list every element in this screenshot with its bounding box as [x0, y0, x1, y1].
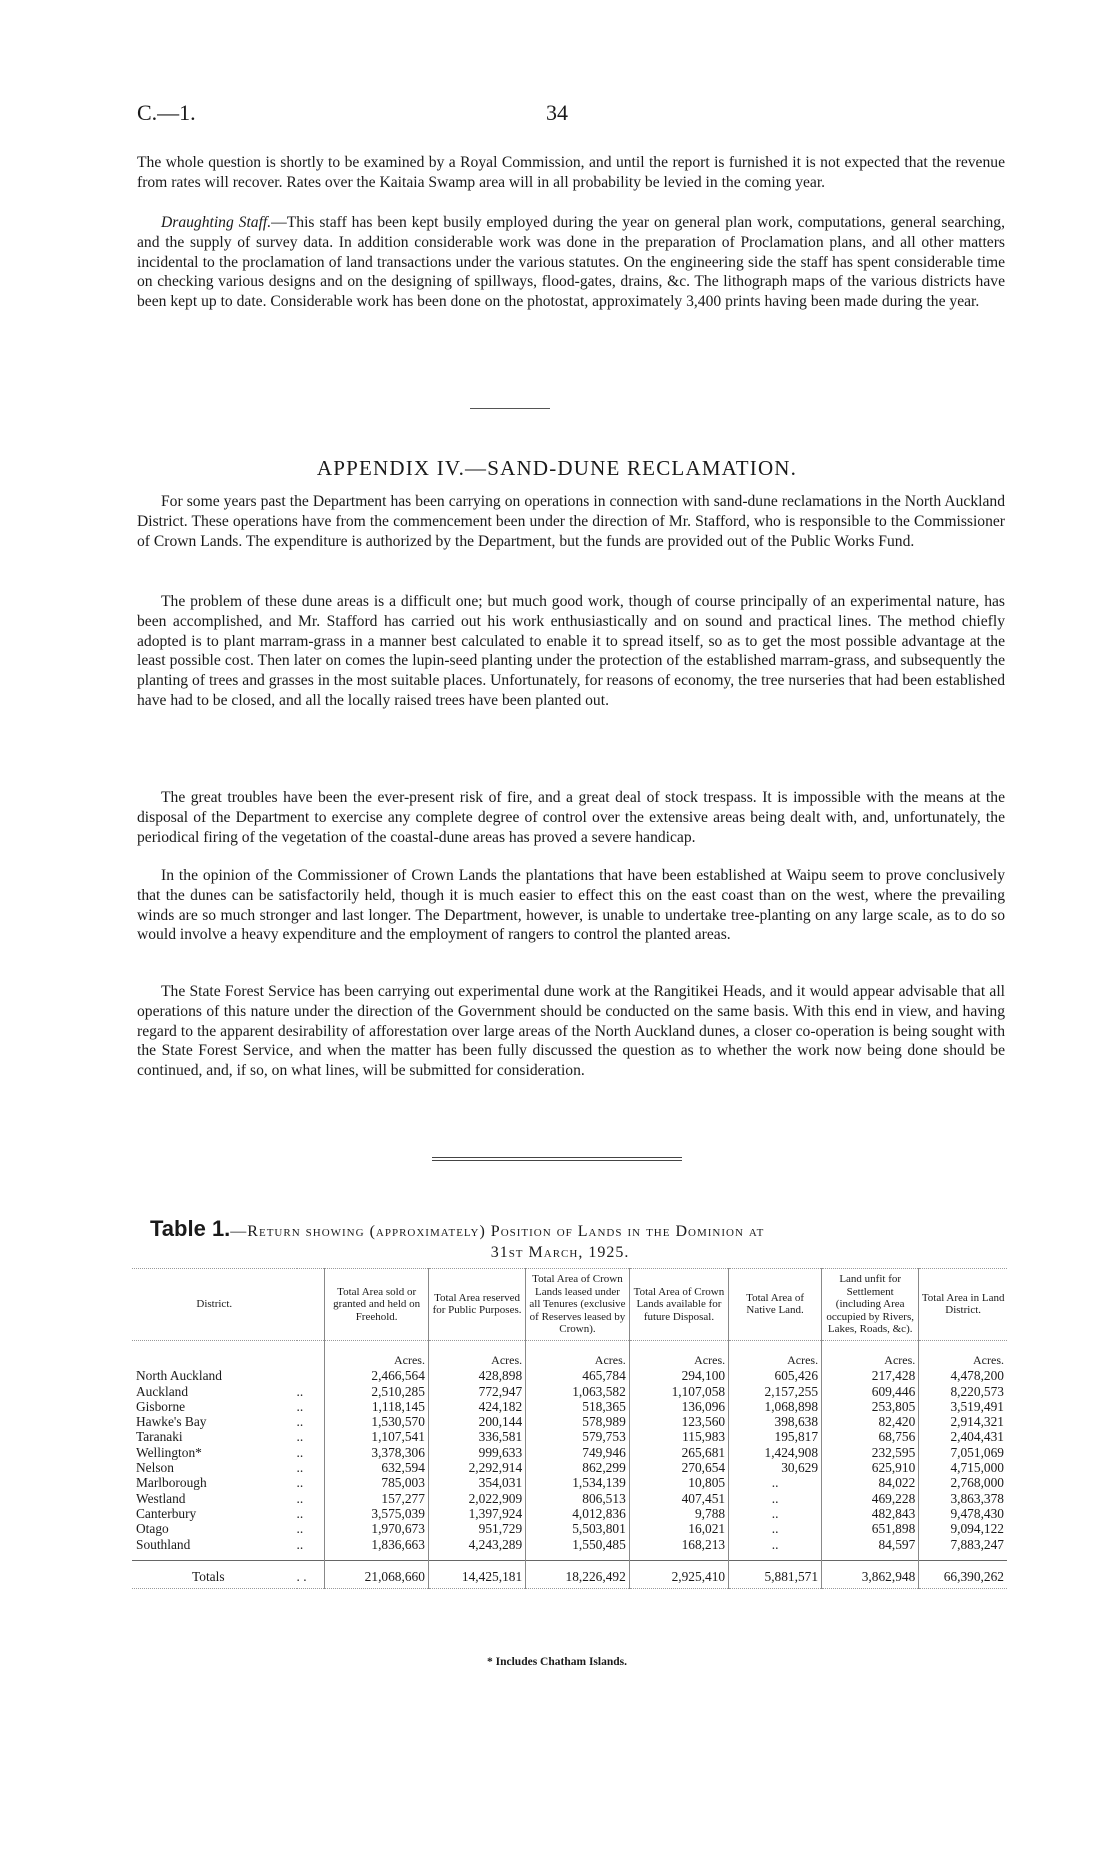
- value-cell: 2,768,000: [919, 1475, 1007, 1490]
- table-row: [132, 1460, 1007, 1475]
- value-cell: 5,503,801: [526, 1521, 630, 1536]
- draughting-heading: Draughting Staff.: [161, 214, 272, 231]
- value-cell: ..: [729, 1521, 822, 1536]
- value-cell: ..: [729, 1475, 822, 1490]
- leader-dots: ..: [296, 1536, 304, 1552]
- spacer-cell: [428, 1552, 525, 1561]
- totals-row: [132, 1560, 1007, 1588]
- leader-dots: ..: [296, 1505, 304, 1521]
- value-cell: 270,654: [629, 1460, 728, 1475]
- value-cell: 632,594: [325, 1460, 429, 1475]
- value-cell: 2,157,255: [729, 1384, 822, 1399]
- header-freehold: Total Area sold or granted and held on Freehold.: [325, 1269, 429, 1341]
- total-value-cell: 66,390,262: [919, 1560, 1007, 1588]
- header-leader: [297, 1269, 325, 1341]
- value-cell: ..: [729, 1537, 822, 1552]
- value-cell: 772,947: [428, 1384, 525, 1399]
- value-cell: 1,063,582: [526, 1384, 630, 1399]
- value-cell: 951,729: [428, 1521, 525, 1536]
- value-cell: 9,094,122: [919, 1521, 1007, 1536]
- value-cell: 68,756: [822, 1429, 919, 1444]
- value-cell: 806,513: [526, 1491, 630, 1506]
- leader-dots: ..: [296, 1383, 304, 1399]
- value-cell: 336,581: [428, 1429, 525, 1444]
- appendix-title: APPENDIX IV.—SAND-DUNE RECLAMATION.: [316, 456, 798, 480]
- value-cell: 1,107,058: [629, 1384, 728, 1399]
- value-cell: ..: [729, 1506, 822, 1521]
- value-cell: 605,426: [729, 1368, 822, 1383]
- district-cell: Southland: [136, 1536, 191, 1552]
- value-cell: 999,633: [428, 1445, 525, 1460]
- appendix-paragraph-4: In the opinion of the Commissioner of Crown Lands the plantations that have been established at Waipu seem to prove conclusively that the dunes can be satisfactorily held, though it is much easier to effect this on the east coast than on the west, where the prevailing winds are so much stronger and last longer. The Department, however, is unable to undertake tree-planting on any large scale, as to do so would involve a heavy expenditure and the employment of rangers to control the planted areas.: [137, 867, 1005, 944]
- value-cell: 1,530,570: [325, 1414, 429, 1429]
- leader-dots: ..: [296, 1521, 304, 1537]
- value-cell: 30,629: [729, 1460, 822, 1475]
- value-cell: 465,784: [526, 1368, 630, 1383]
- value-cell: 195,817: [729, 1429, 822, 1444]
- value-cell: 2,022,909: [428, 1491, 525, 1506]
- value-cell: 8,220,573: [919, 1384, 1007, 1399]
- table-title-line1: —Return showing (approximately) Position of Lands in the Dominion at: [230, 1223, 765, 1240]
- table-row: [132, 1368, 1007, 1383]
- value-cell: 265,681: [629, 1445, 728, 1460]
- section-divider: [470, 408, 550, 409]
- total-value-cell: 5,881,571: [729, 1560, 822, 1588]
- value-cell: 2,292,914: [428, 1460, 525, 1475]
- spacer-cell: [919, 1552, 1007, 1561]
- value-cell: 469,228: [822, 1491, 919, 1506]
- spacer-cell: [822, 1552, 919, 1561]
- table-row: [132, 1521, 1007, 1536]
- table-row: [132, 1384, 1007, 1399]
- value-cell: 294,100: [629, 1368, 728, 1383]
- table-row: [132, 1475, 1007, 1490]
- unit-cell: Acres.: [629, 1340, 728, 1368]
- value-cell: 1,534,139: [526, 1475, 630, 1490]
- leader-dots: . .: [297, 1560, 325, 1588]
- header-crown-available: Total Area of Crown Lands available for future Disposal.: [629, 1269, 728, 1341]
- table-header-row: [132, 1269, 1007, 1341]
- leader-dots: ..: [296, 1475, 304, 1491]
- value-cell: 4,715,000: [919, 1460, 1007, 1475]
- header-district: District.: [132, 1269, 297, 1341]
- table-title: [150, 1218, 1010, 1263]
- leader-dots: [297, 1368, 325, 1383]
- value-cell: 9,478,430: [919, 1506, 1007, 1521]
- value-cell: 2,466,564: [325, 1368, 429, 1383]
- value-cell: 3,519,491: [919, 1399, 1007, 1414]
- unit-cell: Acres.: [325, 1340, 429, 1368]
- value-cell: 424,182: [428, 1399, 525, 1414]
- double-rule-divider: [432, 1157, 682, 1161]
- unit-cell: Acres.: [919, 1340, 1007, 1368]
- leader-dots: ..: [296, 1490, 304, 1506]
- table-row: [132, 1399, 1007, 1414]
- district-cell: Gisborne: [136, 1398, 186, 1414]
- unit-cell: Acres.: [822, 1340, 919, 1368]
- appendix-paragraph-3: The great troubles have been the ever-present risk of fire, and a great deal of stock trespass. It is impossible with the means at the disposal of the Department to exercise any complete degree of control over the extensive areas being dealt with, and, unfortunately, the periodical firing of the vegetation of the coastal-dune areas has proved a severe handicap.: [137, 789, 1005, 846]
- district-cell: Hawke's Bay: [136, 1414, 207, 1430]
- paragraph-rates: The whole question is shortly to be examined by a Royal Commission, and until the report is furnished it is not expected that the revenue from rates will recover. Rates over the Kaitaia Swamp area will in all probability be levied in the coming year.: [137, 154, 1005, 191]
- district-cell: Otago: [136, 1521, 169, 1537]
- value-cell: 4,243,289: [428, 1537, 525, 1552]
- district-cell: Canterbury: [136, 1505, 197, 1521]
- district-cell: Wellington*: [136, 1444, 202, 1460]
- table-row: [132, 1491, 1007, 1506]
- value-cell: ..: [729, 1491, 822, 1506]
- value-cell: 518,365: [526, 1399, 630, 1414]
- value-cell: 785,003: [325, 1475, 429, 1490]
- spacer-cell: [297, 1552, 325, 1561]
- value-cell: 1,970,673: [325, 1521, 429, 1536]
- value-cell: 123,560: [629, 1414, 728, 1429]
- value-cell: 2,404,431: [919, 1429, 1007, 1444]
- appendix-paragraph-2: The problem of these dune areas is a difficult one; but much good work, though of course principally of an experimental nature, has been accomplished, and Mr. Stafford has carried out his work enthusiastically and on sound and practical lines. The method chiefly adopted is to plant marram-grass in a manner best calculated to enable it to spread itself, so as to get the most possible advantage at the least possible cost. Then later on comes the lupin-seed planting under the protection of the established marram-grass, and subsequently the planting of trees and grasses in the most suitable places. Unfortunately, for reasons of economy, the tree nurseries that had been established have had to be closed, and all the locally raised trees have been planted out.: [137, 593, 1005, 709]
- table-title-line2: 31st March, 1925.: [490, 1244, 630, 1261]
- district-cell: Westland: [136, 1490, 186, 1506]
- table-row: [132, 1506, 1007, 1521]
- value-cell: 398,638: [729, 1414, 822, 1429]
- leader-dots: ..: [296, 1444, 304, 1460]
- value-cell: 10,805: [629, 1475, 728, 1490]
- land-return-table: [132, 1268, 1007, 1589]
- table-body: [132, 1340, 1007, 1588]
- appendix-paragraph-1: For some years past the Department has been carrying on operations in connection with sand-dune reclamations in the North Auckland District. These operations have from the commencement been under the direction of Mr. Stafford, who is responsible to the Commissioner of Crown Lands. The expenditure is authorized by the Department, but the funds are provided out of the Public Works Fund.: [137, 493, 1005, 550]
- value-cell: 428,898: [428, 1368, 525, 1383]
- district-cell: North Auckland: [136, 1368, 222, 1384]
- table-row: [132, 1445, 1007, 1460]
- total-value-cell: 18,226,492: [526, 1560, 630, 1588]
- units-row: [132, 1340, 1007, 1368]
- value-cell: 217,428: [822, 1368, 919, 1383]
- value-cell: 862,299: [526, 1460, 630, 1475]
- header-public-purposes: Total Area reserved for Public Purposes.: [428, 1269, 525, 1341]
- leader-dots: ..: [296, 1429, 304, 1445]
- paragraph-draughting-staff: Draughting Staff.—This staff has been kept busily employed during the year on general plan work, computations, general searching, and the supply of survey data. In addition considerable work was done in the preparation of Proclamation plans, and all other matters incidental to the proclamation of land transactions under the various statutes. On the engineering side the staff has spent considerable time on checking various designs and on the designing of spillways, flood-gates, drains, &c. The lithograph maps of the various districts have been kept up to date. Considerable work has been done on the photostat, approximately 3,400 prints having been made during the year.: [137, 214, 1005, 311]
- value-cell: 16,021: [629, 1521, 728, 1536]
- total-value-cell: 21,068,660: [325, 1560, 429, 1588]
- totals-label: Totals: [132, 1560, 297, 1588]
- table-row: [132, 1414, 1007, 1429]
- value-cell: 168,213: [629, 1537, 728, 1552]
- header-unfit-land: Land unfit for Settlement (including Area occupied by Rivers, Lakes, Roads, &c).: [822, 1269, 919, 1341]
- value-cell: 200,144: [428, 1414, 525, 1429]
- value-cell: 1,836,663: [325, 1537, 429, 1552]
- unit-cell: Acres.: [526, 1340, 630, 1368]
- value-cell: 3,575,039: [325, 1506, 429, 1521]
- page-number: 34: [546, 100, 568, 125]
- value-cell: 1,397,924: [428, 1506, 525, 1521]
- spacer-cell: [629, 1552, 728, 1561]
- value-cell: 232,595: [822, 1445, 919, 1460]
- value-cell: 136,096: [629, 1399, 728, 1414]
- spacer-cell: [526, 1552, 630, 1561]
- header-total-district: Total Area in Land District.: [919, 1269, 1007, 1341]
- unit-cell: Acres.: [729, 1340, 822, 1368]
- spacer-cell: [729, 1552, 822, 1561]
- value-cell: 578,989: [526, 1414, 630, 1429]
- total-value-cell: 3,862,948: [822, 1560, 919, 1588]
- units-blank: [132, 1340, 297, 1368]
- value-cell: 1,118,145: [325, 1399, 429, 1414]
- value-cell: 749,946: [526, 1445, 630, 1460]
- value-cell: 2,914,321: [919, 1414, 1007, 1429]
- value-cell: 3,863,378: [919, 1491, 1007, 1506]
- value-cell: 651,898: [822, 1521, 919, 1536]
- draughting-text: This staff has been kept busily employed during the year on general plan work, computations, general searching, and the supply of survey data. In addition considerable work was done in the preparation of Proclamation plans, and all other matters incidental to the proclamation of land transactions under the various statutes. On the engineering side the staff has spent considerable time on checking various designs and on the designing of spillways, flood-gates, drains, &c. The lithograph maps of the various districts have been kept up to date. Considerable work has been done on the photostat, approximately 3,400 prints having been made during the year.: [137, 214, 1005, 311]
- value-cell: 84,597: [822, 1537, 919, 1552]
- value-cell: 407,451: [629, 1491, 728, 1506]
- value-cell: 9,788: [629, 1506, 728, 1521]
- district-cell: Auckland: [136, 1383, 189, 1399]
- value-cell: 7,883,247: [919, 1537, 1007, 1552]
- leader-dots: ..: [296, 1414, 304, 1430]
- appendix-paragraph-5: The State Forest Service has been carrying out experimental dune work at the Rangitikei Heads, and it would appear advisable that all operations of this nature under the direction of the Government should be conducted on the same basis. With this end in view, and having regard to the apparent desirability of afforestation over large areas of the North Auckland dunes, a closer co-operation is being sought with the State Forest Service, and when the matter has been fully discussed the question as to whether the work now being done should be continued, and, if so, on what lines, will be submitted for consideration.: [137, 983, 1005, 1080]
- value-cell: 4,478,200: [919, 1368, 1007, 1383]
- value-cell: 253,805: [822, 1399, 919, 1414]
- section-code: C.—1.: [137, 100, 196, 125]
- value-cell: 354,031: [428, 1475, 525, 1490]
- value-cell: 4,012,836: [526, 1506, 630, 1521]
- district-cell: Taranaki: [136, 1429, 183, 1445]
- value-cell: 579,753: [526, 1429, 630, 1444]
- header-native-land: Total Area of Native Land.: [729, 1269, 822, 1341]
- value-cell: 1,424,908: [729, 1445, 822, 1460]
- value-cell: 157,277: [325, 1491, 429, 1506]
- spacer-row: [132, 1552, 1007, 1561]
- unit-cell: Acres.: [428, 1340, 525, 1368]
- value-cell: 482,843: [822, 1506, 919, 1521]
- table-row: [132, 1537, 1007, 1552]
- table-footnote: * Includes Chatham Islands.: [487, 1656, 627, 1668]
- value-cell: 1,068,898: [729, 1399, 822, 1414]
- value-cell: 1,550,485: [526, 1537, 630, 1552]
- value-cell: 2,510,285: [325, 1384, 429, 1399]
- value-cell: 1,107,541: [325, 1429, 429, 1444]
- district-cell: Nelson: [136, 1460, 174, 1476]
- leader-dots: ..: [296, 1398, 304, 1414]
- total-value-cell: 2,925,410: [629, 1560, 728, 1588]
- table-row: [132, 1429, 1007, 1444]
- value-cell: 82,420: [822, 1414, 919, 1429]
- table-label: Table 1.: [150, 1216, 231, 1241]
- leader-dots: ..: [296, 1460, 304, 1476]
- spacer-cell: [132, 1552, 297, 1561]
- value-cell: 115,983: [629, 1429, 728, 1444]
- district-cell: Marlborough: [136, 1475, 207, 1491]
- units-leader-blank: [297, 1340, 325, 1368]
- value-cell: 3,378,306: [325, 1445, 429, 1460]
- value-cell: 7,051,069: [919, 1445, 1007, 1460]
- spacer-cell: [325, 1552, 429, 1561]
- value-cell: 609,446: [822, 1384, 919, 1399]
- value-cell: 84,022: [822, 1475, 919, 1490]
- value-cell: 625,910: [822, 1460, 919, 1475]
- header-crown-leased: Total Area of Crown Lands leased under all Tenures (exclusive of Reserves leased by Crown).: [526, 1269, 630, 1341]
- total-value-cell: 14,425,181: [428, 1560, 525, 1588]
